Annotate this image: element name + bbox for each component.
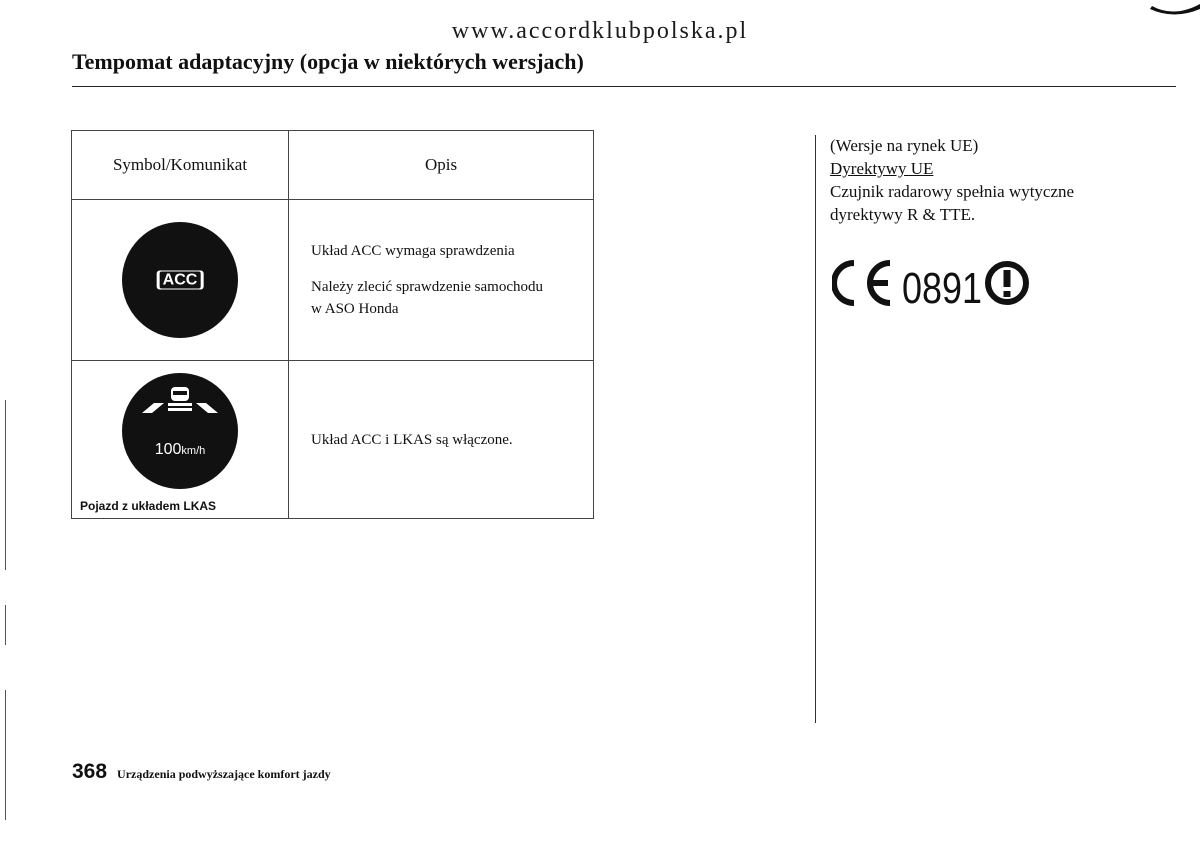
set-speed-readout: 100km/h xyxy=(154,440,206,458)
table-header-row xyxy=(72,131,594,200)
note-line: Czujnik radarowy spełnia wytyczne xyxy=(830,182,1075,201)
page-number: 368 xyxy=(72,760,108,783)
page-footer xyxy=(72,760,331,784)
table-row xyxy=(72,200,594,361)
description-cell xyxy=(289,361,594,519)
description-text: Układ ACC i LKAS są włączone. xyxy=(311,431,513,448)
margin-line xyxy=(5,605,6,645)
symbol-cell xyxy=(72,361,289,519)
description-cell xyxy=(289,200,594,361)
table-row xyxy=(72,361,594,519)
note-line: dyrektywy R & TTE. xyxy=(830,205,976,224)
eu-directive-note xyxy=(830,134,1170,226)
corner-mark-icon xyxy=(1148,0,1200,16)
column-divider xyxy=(815,135,816,723)
note-line: (Wersje na rynek UE) xyxy=(830,136,979,155)
header-rule xyxy=(72,86,1176,87)
margin-line xyxy=(5,400,6,570)
acc-badge: ACC xyxy=(157,271,204,290)
acc-lkas-active-indicator-icon xyxy=(122,373,238,489)
description-text: Należy zlecić sprawdzenie samochodu xyxy=(311,279,543,295)
lane-car-icon xyxy=(140,383,220,433)
description-text: Układ ACC wymaga sprawdzenia xyxy=(311,243,515,259)
column-header-symbol: Symbol/Komunikat xyxy=(72,131,289,200)
symbol-cell xyxy=(72,200,289,361)
note-heading: Dyrektywy UE xyxy=(830,159,934,178)
acc-warning-indicator-icon xyxy=(122,222,238,338)
column-header-description: Opis xyxy=(289,131,594,200)
symbol-caption: Pojazd z układem LKAS xyxy=(80,499,217,513)
page-title: Tempomat adaptacyjny (opcja w niektórych wersjach) xyxy=(72,49,584,74)
symbol-table xyxy=(71,130,594,519)
description-text: w ASO Honda xyxy=(311,301,399,317)
ce-marking-icon xyxy=(832,253,1042,313)
notified-body-number: 0891 xyxy=(902,264,982,313)
site-url: www.accordklubpolska.pl xyxy=(451,18,749,44)
section-name: Urządzenia podwyższające komfort jazdy xyxy=(117,767,331,781)
margin-line xyxy=(5,690,6,820)
